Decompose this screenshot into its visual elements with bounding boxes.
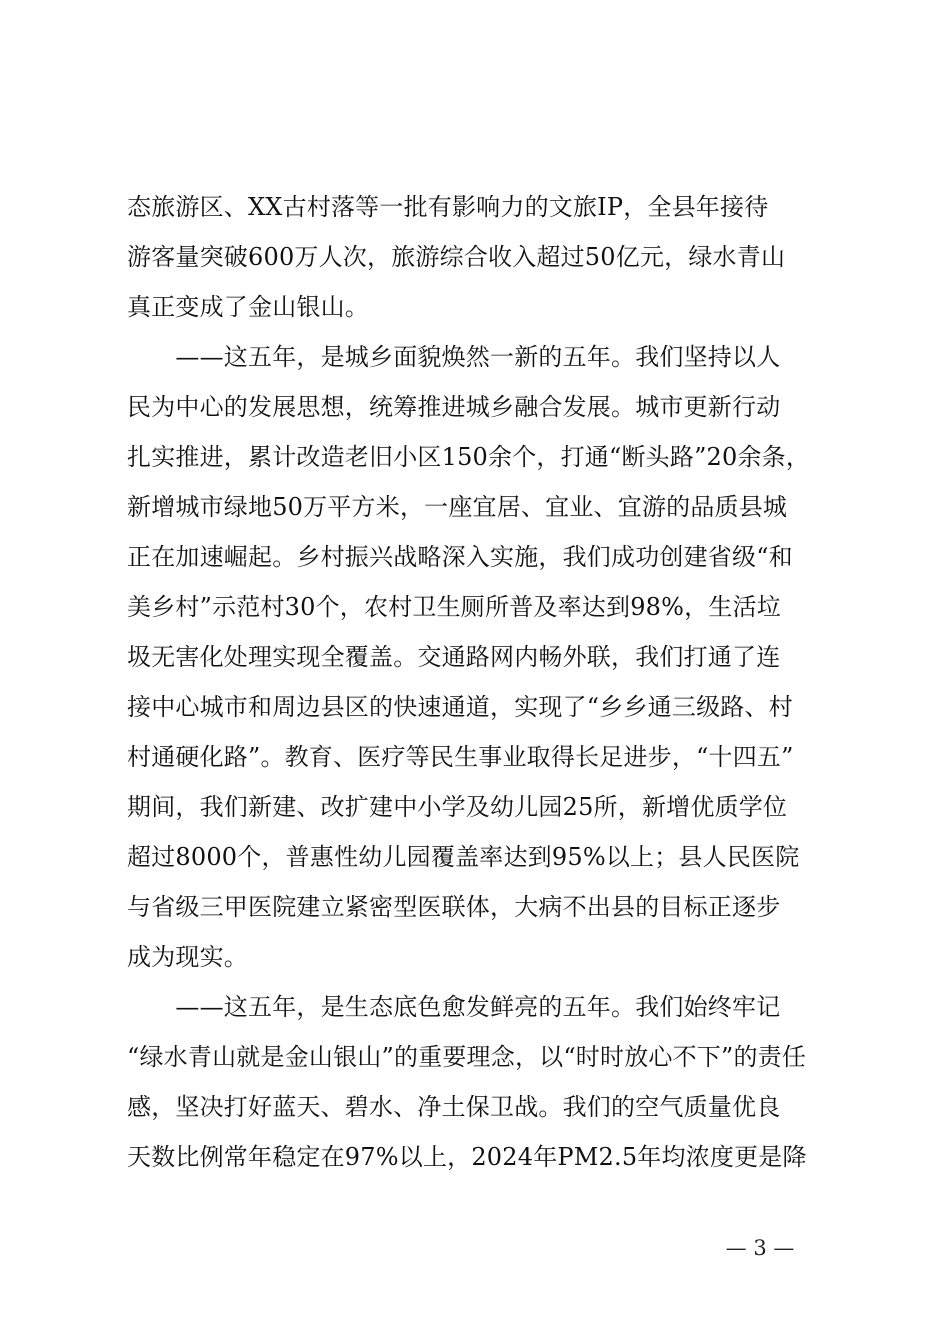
paragraph-2-line-2: 民为中心的发展思想，统筹推进城乡融合发展。城市更新行动 — [127, 393, 781, 421]
paragraph-2-line-9: 村通硬化路”。教育、医疗等民生事业取得长足进步，“十四五” — [127, 743, 794, 771]
page-number: — 3 — — [725, 1236, 795, 1260]
paragraph-2-line-8: 接中心城市和周边县区的快速通道，实现了“乡乡通三级路、村 — [127, 693, 793, 721]
text-line-2: 游客量突破600万人次，旅游综合收入超过50亿元，绿水青山 — [127, 243, 786, 271]
paragraph-2-line-12: 与省级三甲医院建立紧密型医联体，大病不出县的目标正逐步 — [127, 893, 781, 921]
paragraph-3-line-2: “绿水青山就是金山银山”的重要理念，以“时时放心不下”的责任 — [127, 1043, 807, 1071]
paragraph-2-line-7: 圾无害化处理实现全覆盖。交通路网内畅外联，我们打通了连 — [127, 643, 781, 671]
paragraph-2-line-11: 超过8000个，普惠性幼儿园覆盖率达到95%以上；县人民医院 — [127, 843, 800, 871]
text-line-1: 态旅游区、XX古村落等一批有影响力的文旅IP，全县年接待 — [127, 193, 769, 221]
paragraph-2-line-6: 美乡村”示范村30个，农村卫生厕所普及率达到98%，生活垃 — [127, 593, 781, 621]
paragraph-2-line-10: 期间，我们新建、改扩建中小学及幼儿园25所，新增优质学位 — [127, 793, 788, 821]
paragraph-2-line-3: 扎实推进，累计改造老旧小区150余个，打通“断头路”20余条， — [127, 443, 811, 471]
text-line-3: 真正变成了金山银山。 — [127, 293, 369, 321]
paragraph-3-line-4: 天数比例常年稳定在97%以上，2024年PM2.5年均浓度更是降 — [127, 1143, 807, 1171]
paragraph-3-line-3: 感，坚决打好蓝天、碧水、净土保卫战。我们的空气质量优良 — [127, 1093, 781, 1121]
paragraph-2-line-5: 正在加速崛起。乡村振兴战略深入实施，我们成功创建省级“和 — [127, 543, 793, 571]
paragraph-2-line-1: ——这五年，是城乡面貌焕然一新的五年。我们坚持以人 — [127, 343, 781, 371]
body-text — [127, 182, 832, 1182]
paragraph-2-line-4: 新增城市绿地50万平方米，一座宜居、宜业、宜游的品质县城 — [127, 493, 788, 521]
paragraph-2-line-13: 成为现实。 — [127, 943, 248, 971]
paragraph-3-line-1: ——这五年，是生态底色愈发鲜亮的五年。我们始终牢记 — [127, 993, 781, 1021]
